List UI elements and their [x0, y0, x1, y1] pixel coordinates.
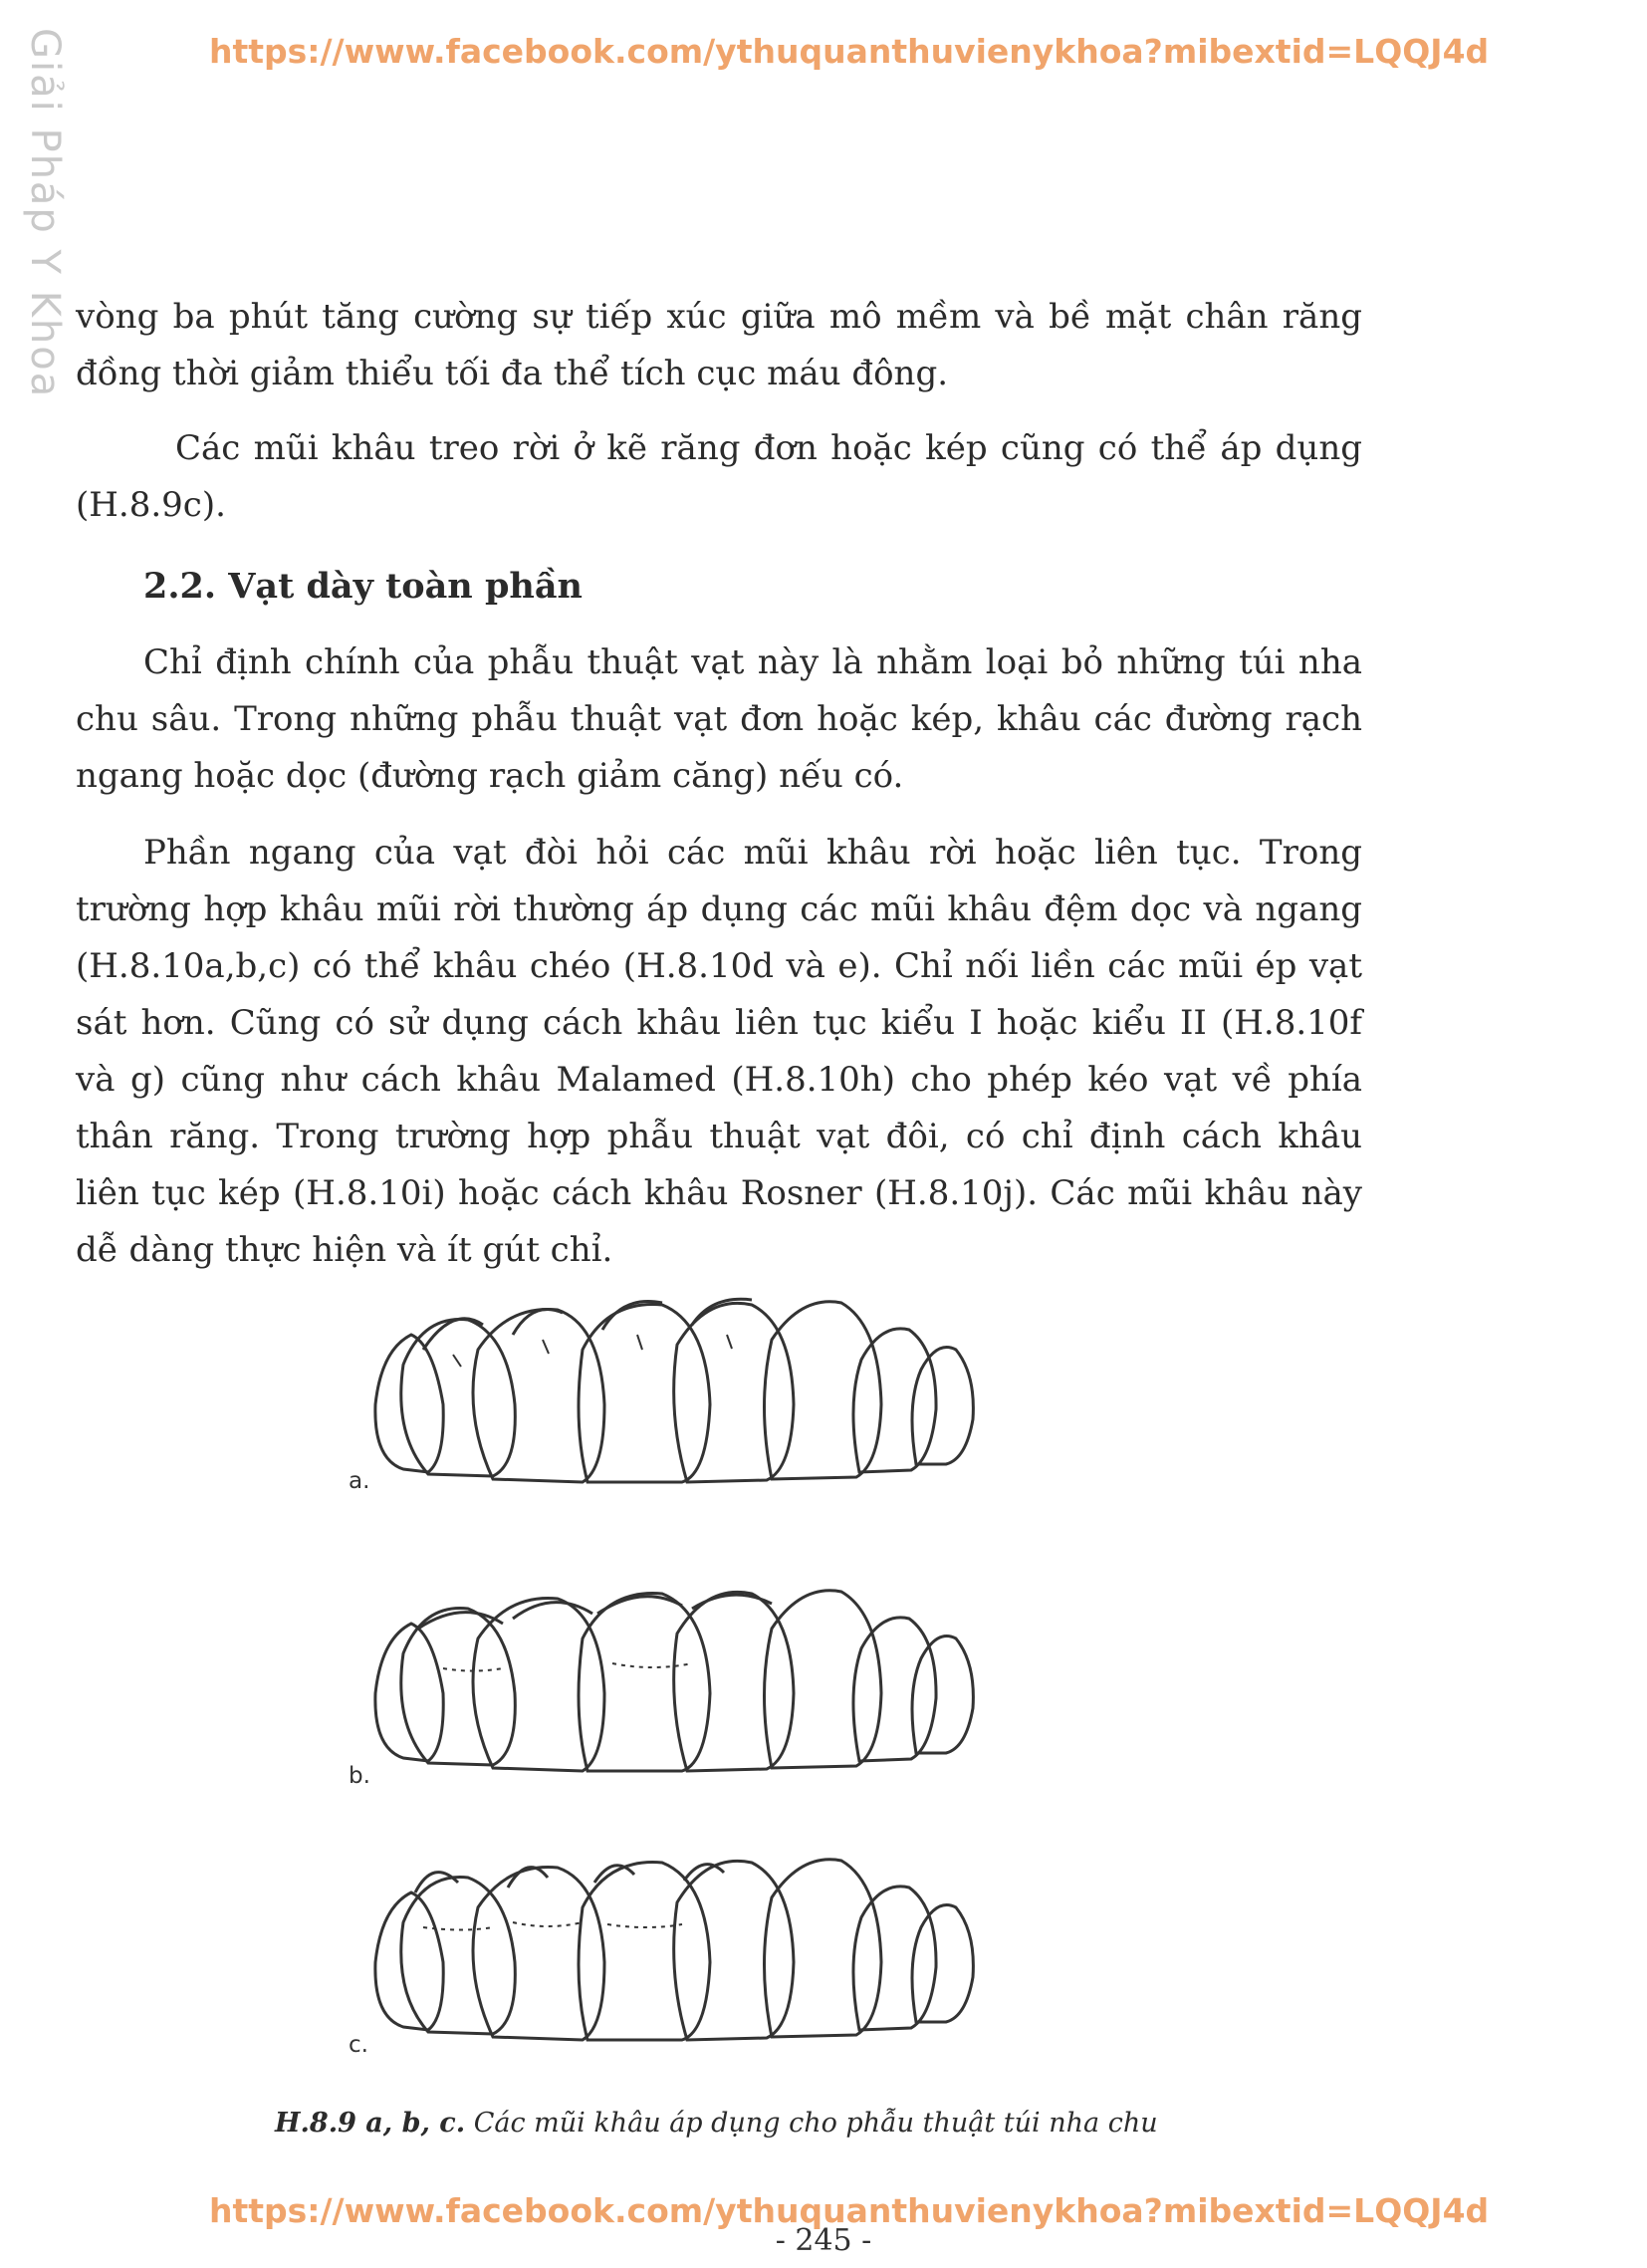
side-watermark: Giải Pháp Y Khoa: [22, 28, 68, 399]
figure-caption: [275, 2108, 1271, 2139]
tooth: [765, 1860, 882, 2037]
figure-caption-text: Các mũi khâu áp dụng cho phẫu thuật túi nha chu: [473, 2108, 1158, 2139]
tooth: [912, 1905, 973, 2023]
tooth: [375, 1892, 443, 2030]
tooth: [912, 1637, 973, 1754]
tooth: [401, 1320, 516, 1476]
paragraph-4: Phần ngang của vạt đòi hỏi các mũi khâu rời hoặc liên tục. Trong trường hợp khâu mũi rời thường áp dụng các mũi khâu đệm dọc và ngang (H.8.10a,b,c) có thể khâu chéo (H.8.10d và e). Chỉ nối liền các mũi ép vạt sát hơn. Cũng có sử dụng cách khâu liên tục kiểu I hoặc kiểu II (H.8.10f và g) cũng như cách khâu Malamed (H.8.10h) cho phép kéo vạt về phía thân răng. Trong trường hợp phẫu thuật vạt đôi, có chỉ định cách khâu liên tục kép (H.8.10i) hoặc cách khâu Rosner (H.8.10j). Các mũi khâu này dễ dàng thực hiện và ít gút chỉ.: [76, 833, 1362, 1270]
figure-teeth-c: [334, 1853, 1100, 2062]
tooth: [401, 1609, 516, 1765]
figure-label-a: a.: [349, 1468, 370, 1494]
page-number: - 245 -: [775, 2223, 872, 2258]
tooth: [853, 1329, 936, 1472]
paragraph-2: Các mũi khâu treo rời ở kẽ răng đơn hoặc kép cũng có thể áp dụng (H.8.9c).: [76, 428, 1362, 525]
figure-caption-label: H.8.9 a, b, c.: [275, 2108, 466, 2139]
figure-teeth-b: [334, 1584, 1100, 1793]
tooth: [473, 1310, 604, 1483]
paragraph-3: Chỉ định chính của phẫu thuật vạt này là nhằm loại bỏ những túi nha chu sâu. Trong những phẫu thuật vạt đơn hoặc kép, khâu các đường rạch ngang hoặc dọc (đường rạch giảm căng) nếu có.: [76, 642, 1362, 796]
section-heading: 2.2. Vạt dày toàn phần: [143, 566, 583, 607]
paragraph-1: vòng ba phút tăng cường sự tiếp xúc giữa mô mềm và bề mặt chân răng đồng thời giảm thiểu tối đa thể tích cục máu đông.: [76, 297, 1362, 393]
watermark-url-top[interactable]: https://www.facebook.com/ythuquanthuvienykhoa?mibextid=LQQJ4d: [209, 32, 1490, 71]
figure-teeth-a: [334, 1295, 1100, 1504]
tooth: [853, 1618, 936, 1761]
tooth: [765, 1591, 882, 1768]
tooth: [375, 1335, 443, 1472]
tooth: [473, 1868, 604, 2041]
tooth: [473, 1599, 604, 1772]
figure-label-c: c.: [349, 2032, 368, 2058]
figure-label-b: b.: [349, 1763, 370, 1789]
tooth: [375, 1624, 443, 1761]
tooth: [912, 1348, 973, 1465]
tooth: [853, 1887, 936, 2030]
tooth: [765, 1302, 882, 1479]
tooth: [401, 1878, 516, 2034]
watermark-url-bottom[interactable]: https://www.facebook.com/ythuquanthuvienykhoa?mibextid=LQQJ4d: [209, 2191, 1490, 2230]
